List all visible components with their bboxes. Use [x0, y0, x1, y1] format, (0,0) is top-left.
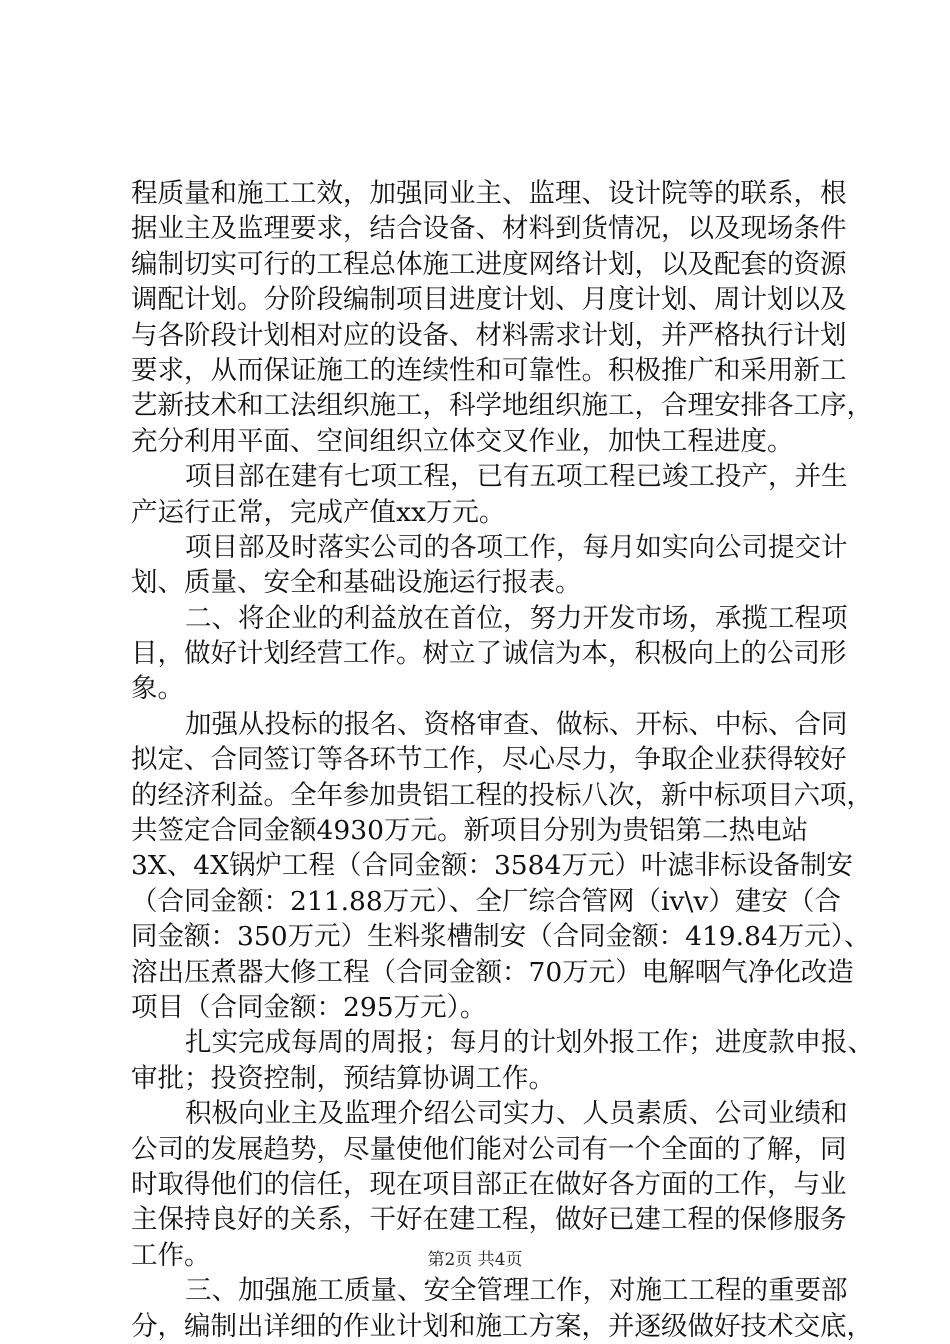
text-line: 目，做好计划经营工作。树立了诚信为本，积极向上的公司形 — [131, 638, 847, 670]
text-line: 分，编制出详细的作业计划和施工方案，并逐级做好技术交底， — [131, 1310, 873, 1342]
text-line: 项目部及时落实公司的各项工作，每月如实向公司提交计 — [185, 531, 848, 563]
text-line: 二、将企业的利益放在首位，努力开发市场，承揽工程项 — [185, 602, 848, 634]
text-line: 项目部在建有七项工程，已有五项工程已竣工投产，并生 — [185, 461, 848, 493]
page-footer: 第2页 共4页 — [427, 1250, 523, 1270]
text-line: 同金额：350万元）生料浆槽制安（合同金额：419.84万元）、 — [131, 921, 871, 953]
text-line: 拟定、合同签订等各环节工作，尽心尽力，争取企业获得较好 — [131, 744, 847, 776]
text-line: 划、质量、安全和基础设施运行报表。 — [131, 567, 582, 599]
text-line: 项目（合同金额：295万元）。 — [131, 991, 487, 1023]
text-line: 审批；投资控制，预结算协调工作。 — [131, 1062, 555, 1094]
text-line: 据业主及监理要求，结合设备、材料到货情况，以及现场条件 — [131, 213, 847, 245]
text-line: 象。 — [131, 673, 184, 705]
body-text — [131, 176, 874, 1344]
text-line: 程质量和施工工效，加强同业主、监理、设计院等的联系，根 — [131, 178, 847, 209]
text-line: 产运行正常，完成产值xx万元。 — [131, 496, 506, 528]
text-line: （合同金额：211.88万元）、全厂综合管网（iv\v）建安（合 — [131, 885, 841, 917]
text-line: 共签定合同金额4930万元。新项目分别为贵铝第二热电站 — [131, 815, 808, 847]
text-line: 的经济利益。全年参加贵铝工程的投标八次，新中标项目六项， — [131, 779, 873, 811]
text-line: 与各阶段计划相对应的设备、材料需求计划，并严格执行计划 — [131, 319, 847, 351]
text-line: 公司的发展趋势，尽量使他们能对公司有一个全面的了解，同 — [131, 1133, 847, 1165]
text-line: 工作。 — [131, 1239, 211, 1271]
text-line: 艺新技术和工法组织施工，科学地组织施工，合理安排各工序， — [131, 390, 873, 422]
text-line: 主保持良好的关系，干好在建工程，做好已建工程的保修服务 — [131, 1204, 847, 1236]
text-line: 加强从投标的报名、资格审查、做标、开标、中标、合同 — [185, 708, 848, 740]
text-line: 扎实完成每周的周报；每月的计划外报工作；进度款申报、 — [185, 1027, 874, 1059]
text-line: 编制切实可行的工程总体施工进度网络计划，以及配套的资源 — [131, 248, 847, 280]
text-line: 充分利用平面、空间组织立体交叉作业，加快工程进度。 — [131, 425, 794, 457]
text-line: 调配计划。分阶段编制项目进度计划、月度计划、周计划以及 — [131, 284, 847, 316]
text-line: 三、加强施工质量、安全管理工作，对施工工程的重要部 — [185, 1275, 848, 1307]
text-line: 溶出压煮器大修工程（合同金额：70万元）电解咽气净化改造 — [131, 956, 854, 988]
text-line: 要求，从而保证施工的连续性和可靠性。积极推广和采用新工 — [131, 354, 847, 386]
text-line: 积极向业主及监理介绍公司实力、人员素质、公司业绩和 — [185, 1098, 848, 1130]
text-line: 3X、4X锅炉工程（合同金额：3584万元）叶滤非标设备制安 — [131, 850, 853, 882]
text-line: 时取得他们的信任，现在项目部正在做好各方面的工作，与业 — [131, 1168, 847, 1200]
